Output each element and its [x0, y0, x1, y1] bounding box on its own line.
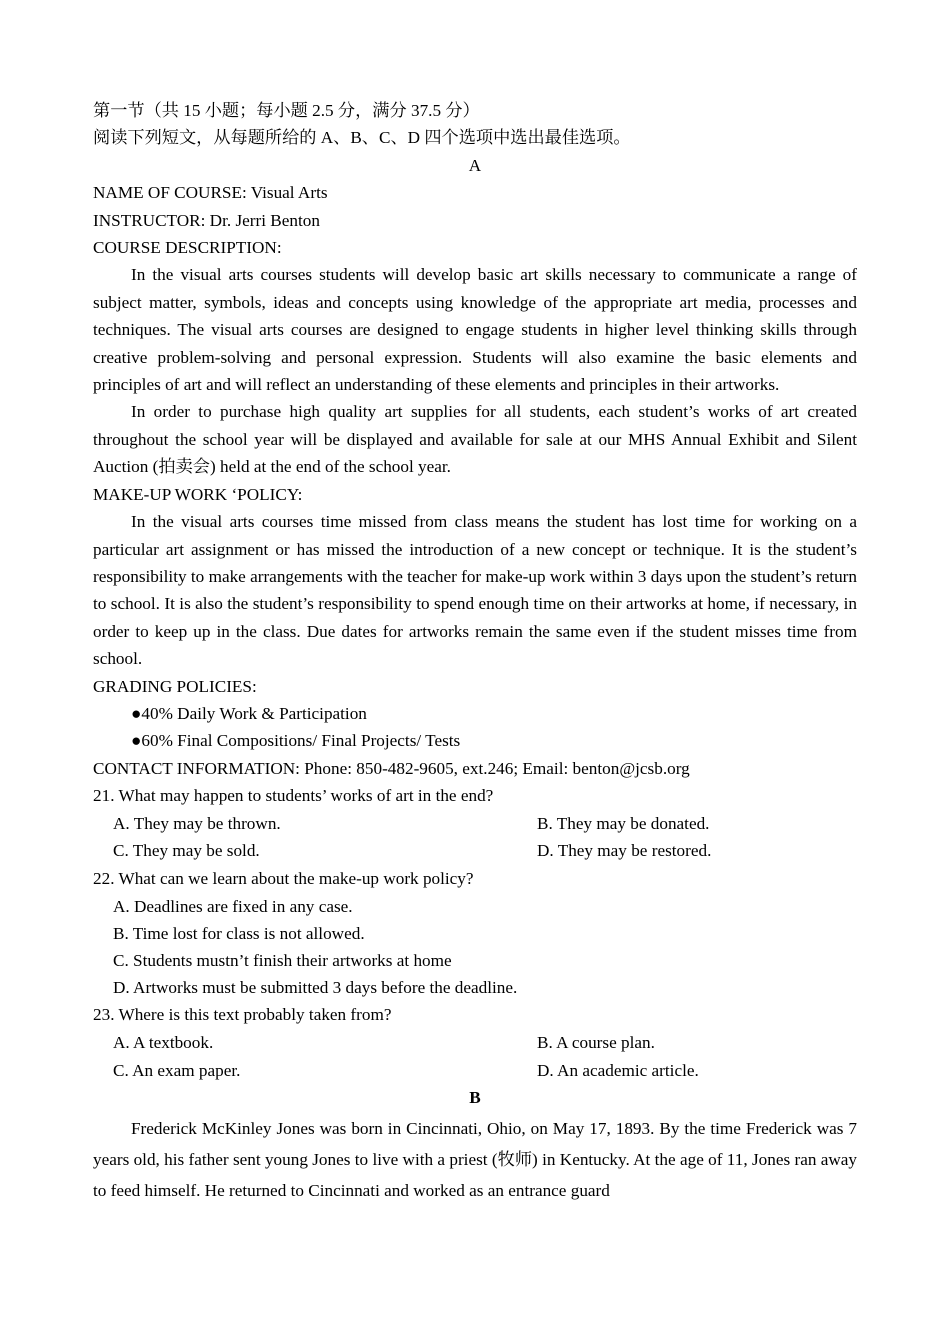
instructor: INSTRUCTOR: Dr. Jerri Benton [93, 210, 320, 230]
option: C. They may be sold. [113, 841, 260, 861]
grading-item: ●60% Final Compositions/ Final Projects/ Tests [131, 731, 461, 751]
passage-b-paragraph-1: Frederick McKinley Jones was born in Cincinnati, Ohio, on May 17, 1893. By the time Frederick was 7 years old, his father sent young Jones to live with a priest (牧师) in Kentucky. At the age of 11, Jones ran away to feed himself. He returned to Cincinnati and worked as an entrance guard [93, 1119, 857, 1201]
option: C. An exam paper. [113, 1060, 241, 1080]
option: A. They may be thrown. [113, 814, 281, 834]
question-23-stem: 23. Where is this text probably taken from? [93, 1005, 392, 1025]
makeup-policy-heading: MAKE-UP WORK ‘POLICY: [93, 484, 303, 504]
option: C. Students mustn’t finish their artworks at home [113, 950, 452, 970]
passage-b-label: B [469, 1087, 481, 1107]
course-description-paragraph-1: In the visual arts courses students will develop basic art skills necessary to communicate a range of subject matter, symbols, ideas and concepts using knowledge of the appropriate art media, processes and techniques. The visual arts courses are designed to engage students in higher level thinking skills through creative problem-solving and personal expression. Students will also examine the basic elements and principles of art and will reflect an understanding of these elements and principles in their artworks. [93, 265, 857, 395]
option: D. An academic article. [537, 1060, 699, 1080]
option: D. They may be restored. [537, 841, 712, 861]
makeup-policy-paragraph: In the visual arts courses time missed from class means the student has lost time for working on a particular art assignment or has missed the introduction of a new concept or technique. It is the student’s responsibility to make arrangements with the teacher for make-up work within 3 days upon the student’s return to school. It is also the student’s responsibility to spend enough time on their artworks at home, if necessary, in order to keep up in the class. Due dates for artworks remain the same even if the student misses time from school. [93, 512, 857, 669]
question-23-options-row-1 [93, 1029, 857, 1056]
course-name: NAME OF COURSE: Visual Arts [93, 183, 328, 203]
question-21-options-row-2 [93, 837, 857, 864]
question-21-options-row-1 [93, 810, 857, 837]
option: A. A textbook. [113, 1033, 214, 1053]
option: A. Deadlines are fixed in any case. [113, 896, 353, 916]
section-header: 第一节（共 15 小题；每小题 2.5 分，满分 37.5 分） [93, 101, 480, 120]
option: B. Time lost for class is not allowed. [113, 923, 365, 943]
grading-item: ●40% Daily Work & Participation [131, 703, 367, 723]
contact-information: CONTACT INFORMATION: Phone: 850-482-9605, ext.246; Email: benton@jcsb.org [93, 758, 690, 778]
course-description-heading: COURSE DESCRIPTION: [93, 238, 282, 258]
grading-policies-heading: GRADING POLICIES: [93, 676, 257, 696]
passage-a-label: A [468, 155, 482, 175]
section-instruction: 阅读下列短文，从每题所给的 A、B、C、D 四个选项中选出最佳选项。 [93, 128, 631, 148]
question-23-options-row-2 [93, 1057, 857, 1084]
option: B. They may be donated. [537, 814, 710, 834]
option: B. A course plan. [537, 1033, 655, 1053]
question-22-stem: 22. What can we learn about the make-up work policy? [93, 868, 474, 888]
question-21-stem: 21. What may happen to students’ works of art in the end? [93, 786, 494, 806]
exam-page [93, 97, 857, 1206]
course-description-paragraph-2: In order to purchase high quality art supplies for all students, each student’s works of art created throughout the school year will be displayed and available for sale at our MHS Annual Exhibit and Silent Auction (拍卖会) held at the end of the school year. [93, 402, 857, 477]
option: D. Artworks must be submitted 3 days before the deadline. [113, 978, 518, 998]
